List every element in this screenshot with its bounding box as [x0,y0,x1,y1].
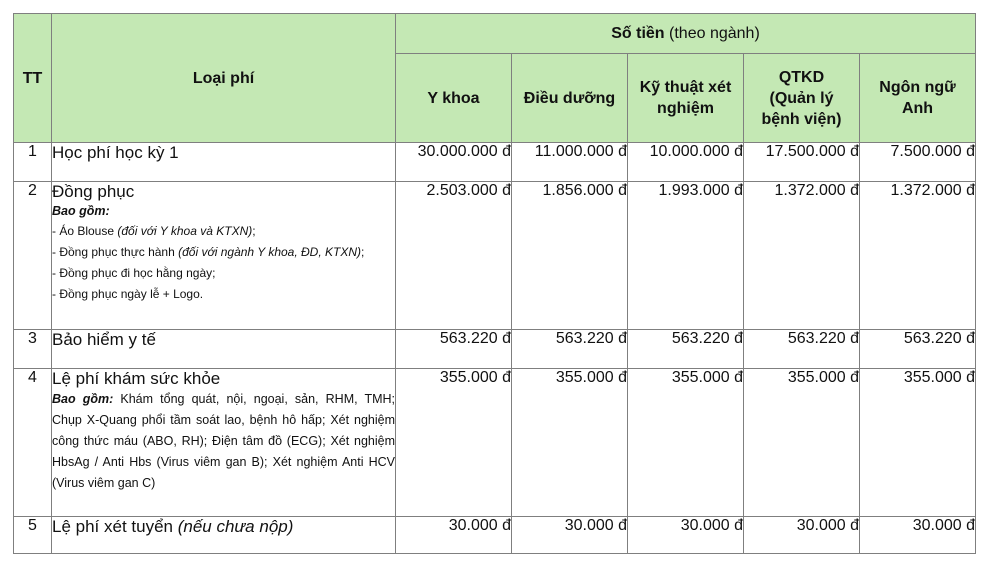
header-loai-phi: Loại phí [52,14,396,143]
fee-item-cell [52,182,396,330]
header-major-qtkd: QTKD (Quản lý bệnh viện) [744,54,860,143]
amount-ngon-ngu-anh: 1.372.000 đ [860,182,976,330]
row-number: 3 [14,330,52,369]
amount-qtkd: 355.000 đ [744,369,860,517]
fee-item-title: Bảo hiểm y tế [52,330,156,349]
amount-ngon-ngu-anh: 563.220 đ [860,330,976,369]
uniform-item: - Đồng phục thực hành (đối với ngành Y khoa, ĐD, KTXN); [52,245,365,259]
amount-dieu-duong: 563.220 đ [512,330,628,369]
header-major-y-khoa: Y khoa [396,54,512,143]
amount-dieu-duong: 30.000 đ [512,517,628,554]
row-number: 1 [14,143,52,182]
amount-ktxn: 1.993.000 đ [628,182,744,330]
amount-qtkd: 563.220 đ [744,330,860,369]
fee-item-title: Lệ phí khám sức khỏe [52,369,221,388]
row-number: 4 [14,369,52,517]
amount-dieu-duong: 355.000 đ [512,369,628,517]
fee-item-cell [52,369,396,517]
fee-table [13,13,976,554]
fee-item-title: Đồng phục [52,182,135,201]
header-so-tien [396,14,976,54]
amount-qtkd: 17.500.000 đ [744,143,860,182]
amount-y-khoa: 30.000.000 đ [396,143,512,182]
table-row [14,517,976,554]
uniform-item: - Đồng phục đi học hằng ngày; [52,266,216,280]
header-major-ngon-ngu-anh: Ngôn ngữ Anh [860,54,976,143]
health-check-description: Bao gồm: Khám tổng quát, nội, ngoại, sản, RHM, TMH; Chụp X-Quang phổi tầm soát lao, bệnh hô hấp; Xét nghiệm công thức máu (ABO, RH); Điện tâm đồ (ECG); Xét nghiệm HbsAg / Anti Hbs (Virus viêm gan B); Xét nghiệm Anti HCV (Virus viêm gan C) [52,392,396,490]
amount-y-khoa: 30.000 đ [396,517,512,554]
header-major-dieu-duong: Điều dưỡng [512,54,628,143]
amount-ktxn: 10.000.000 đ [628,143,744,182]
fee-item-cell [52,143,396,182]
header-tt: TT [14,14,52,143]
table-row [14,182,976,330]
fee-item-cell [52,517,396,554]
header-major-ktxn: Kỹ thuật xét nghiệm [628,54,744,143]
header-so-tien-note: (theo ngành) [669,25,760,42]
amount-ngon-ngu-anh: 7.500.000 đ [860,143,976,182]
uniform-item: - Đồng phục ngày lễ + Logo. [52,287,204,301]
amount-y-khoa: 2.503.000 đ [396,182,512,330]
amount-ktxn: 355.000 đ [628,369,744,517]
amount-ngon-ngu-anh: 355.000 đ [860,369,976,517]
fee-item-cell [52,330,396,369]
amount-y-khoa: 563.220 đ [396,330,512,369]
row-number: 2 [14,182,52,330]
amount-ktxn: 563.220 đ [628,330,744,369]
amount-y-khoa: 355.000 đ [396,369,512,517]
uniform-item: - Áo Blouse (đối với Y khoa và KTXN); [52,224,256,238]
table-row [14,330,976,369]
amount-dieu-duong: 11.000.000 đ [512,143,628,182]
table-row [14,143,976,182]
row-number: 5 [14,517,52,554]
amount-qtkd: 1.372.000 đ [744,182,860,330]
header-so-tien-label: Số tiền [611,25,665,42]
includes-label: Bao gồm: [52,392,114,406]
includes-label: Bao gồm: [52,204,110,218]
amount-ktxn: 30.000 đ [628,517,744,554]
amount-qtkd: 30.000 đ [744,517,860,554]
fee-item-title: Học phí học kỳ 1 [52,143,179,162]
amount-dieu-duong: 1.856.000 đ [512,182,628,330]
amount-ngon-ngu-anh: 30.000 đ [860,517,976,554]
fee-item-title: Lệ phí xét tuyển (nếu chưa nộp) [52,517,294,536]
table-row [14,369,976,517]
